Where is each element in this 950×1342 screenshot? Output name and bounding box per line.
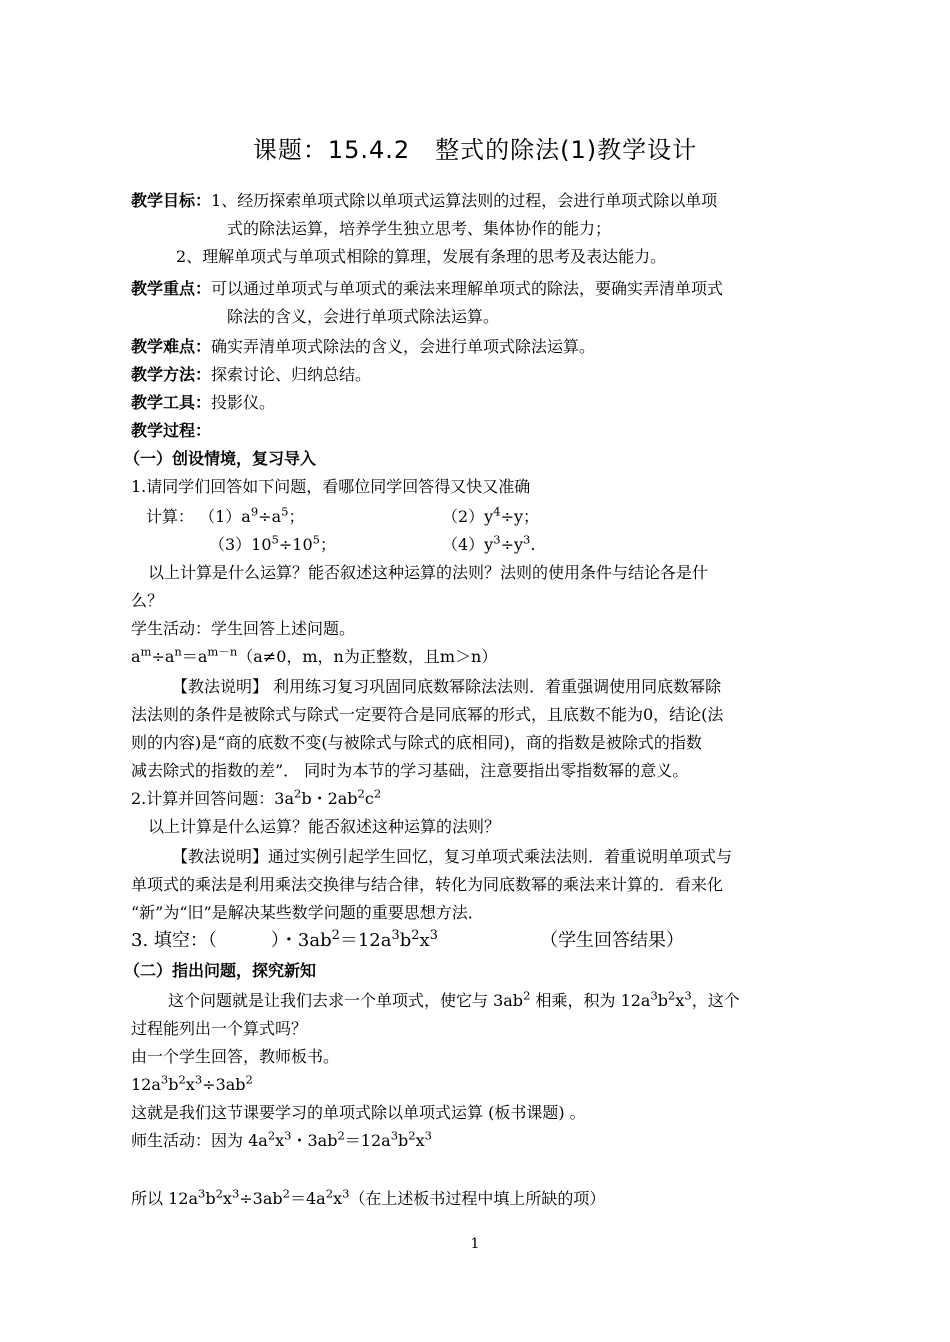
board-expression: $12a^3b^2x^3\div 3ab^2$ xyxy=(131,1072,253,1094)
section2-paragraph-3: 这就是我们这节课要学习的单项式除以单项式运算 (板书课题) 。 xyxy=(131,1103,586,1122)
objectives-label: 教学目标： xyxy=(131,191,212,210)
difficulty-line: 教学难点：确实弄清单项式除法的含义，会进行单项式除法运算。 xyxy=(131,337,596,356)
teaching-note-2-b: 单项式的乘法是利用乘法交换律与结合律，转化为同底数幂的乘法来计算的．看来化 xyxy=(131,875,724,894)
teaching-note-1-d: 减去除式的指数的差”． 同时为本节的学习基础，注意要指出零指数幂的意义。 xyxy=(131,761,689,780)
teaching-note-1-c: 则的内容)是“商的底数不变(与被除式与除式的底相同)，商的指数是被除式的指数 xyxy=(131,733,702,752)
tools-line: 教学工具：投影仪。 xyxy=(131,393,276,412)
calc-item-4: $(4)y^3\div y^3$. xyxy=(442,532,536,554)
objectives-line-1: 教学目标：1、经历探索单项式除以单项式运算法则的过程，会进行单项式除以单项 xyxy=(131,191,718,210)
question-a: 以上计算是什么运算？能否叙述这种运算的法则？法则的使用条件与结论各是什 xyxy=(148,563,709,582)
section2-paragraph-1: 这个问题就是让我们去求一个单项式，使它与 $3ab^2$ 相乘，积为 $12a^3b^2x^3$，这个 xyxy=(168,988,740,1010)
teaching-note-1-b: 法法则的条件是被除式与除式一定要符合是同底幂的形式，且底数不能为0，结论(法 xyxy=(131,705,724,724)
key-point-line-1: 教学重点：可以通过单项式与单项式的乘法来理解单项式的除法，要确实弄清单项式 xyxy=(131,279,724,298)
page-title: 课题：15.4.2 整式的除法(1)教学设计 xyxy=(252,136,698,164)
calc-item-2: $(2)y^4\div y$； xyxy=(442,504,540,526)
section2-paragraph-1b: 过程能列出一个算式吗？ xyxy=(131,1019,308,1038)
question-3-answer-note: （学生回答结果） xyxy=(540,930,684,951)
key-point-line-2: 除法的含义，会进行单项式除法运算。 xyxy=(227,307,500,326)
objectives-line-3: 2、理解单项式与单项式相除的算理，发展有条理的思考及表达能力。 xyxy=(176,247,667,266)
question-1: 1.请同学们回答如下问题，看哪位同学回答得又快又准确 xyxy=(131,477,531,496)
student-activity: 学生活动：学生回答上述问题。 xyxy=(131,619,356,638)
calc-row-1: 计算： $(1)a^9\div a^5$； xyxy=(146,504,305,526)
section2-heading: （二）指出问题，探究新知 xyxy=(124,961,317,980)
section2-paragraph-5: 所以 $12a^3b^2x^3\div 3ab^2=4a^2x^3$（在上述板书过程中填上所缺的项） xyxy=(131,1186,606,1208)
question-2-text: 以上计算是什么运算？能否叙述这种运算的法则？ xyxy=(148,817,501,836)
division-rule: $a^m\div a^n=a^{m-n}(a\ne 0$，m，n为正整数，且m＞n） xyxy=(131,644,498,666)
teaching-note-2-a: 【教法说明】通过实例引起学生回忆，复习单项式乘法法则．着重说明单项式与 xyxy=(172,847,733,866)
objectives-line-2: 式的除法运算，培养学生独立思考、集体协作的能力； xyxy=(227,219,612,238)
teaching-note-2-c: “新”为“旧”是解决某些数学问题的重要思想方法． xyxy=(131,903,484,922)
teaching-note-1-a: 【教法说明】 利用练习复习巩固同底数幂除法法则．着重强调使用同底数幂除 xyxy=(172,677,722,696)
section2-paragraph-2: 由一个学生回答，教师板书。 xyxy=(131,1047,340,1066)
section2-paragraph-4: 师生活动：因为 $4a^2x^3$・$3ab^2=12a^3b^2x^3$ xyxy=(131,1128,432,1150)
process-label: 教学过程： xyxy=(131,421,212,440)
question-b: 么？ xyxy=(131,591,164,610)
section1-heading: （一）创设情境，复习导入 xyxy=(124,449,317,468)
method-line: 教学方法：探索讨论、归纳总结。 xyxy=(131,365,372,384)
page-number: 1 xyxy=(470,1236,480,1252)
question-3: 3. 填空：（ ）・$3ab^2=12a^3b^2x^3$ xyxy=(131,927,438,951)
key-point-label: 教学重点： xyxy=(131,279,212,298)
calc-item-3: $(3)10^5\div 10^5$； xyxy=(209,532,336,554)
question-2: 2.计算并回答问题：$3a^2b$・$2ab^2c^2$ xyxy=(131,786,382,808)
